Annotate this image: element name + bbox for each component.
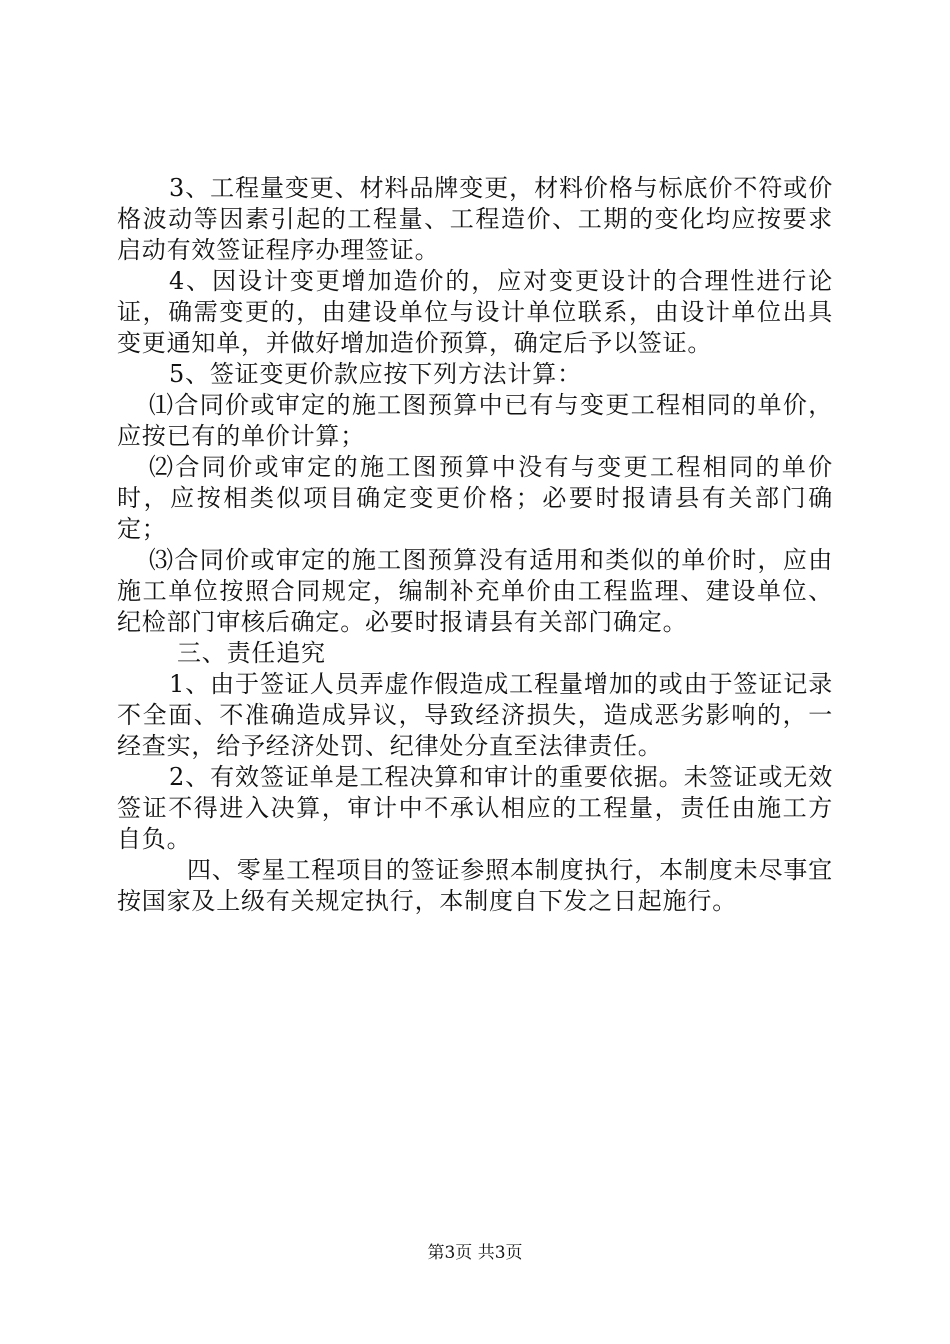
paragraph-accountability-1: 1、由于签证人员弄虚作假造成工程量增加的或由于签证记录不全面、不准确造成异议，导致经济损失，造成恶劣影响的，一经查实，给予经济处罚、纪律处分直至法律责任。 — [117, 670, 833, 760]
paragraph-item-3: 3、工程量变更、材料品牌变更，材料价格与标底价不符或价格波动等因素引起的工程量、工程造价、工期的变化均应按要求启动有效签证程序办理签证。 — [117, 174, 833, 264]
paragraph-accountability-2: 2、有效签证单是工程决算和审计的重要依据。未签证或无效签证不得进入决算，审计中不承认相应的工程量，责任由施工方自负。 — [117, 763, 833, 853]
page-number: 第3页 共3页 — [427, 1243, 523, 1263]
paragraph-subitem-3: ⑶合同价或审定的施工图预算没有适用和类似的单价时，应由施工单位按照合同规定，编制补充单价由工程监理、建设单位、纪检部门审核后确定。必要时报请县有关部门确定。 — [117, 546, 833, 636]
paragraph-item-4: 4、因设计变更增加造价的，应对变更设计的合理性进行论证，确需变更的，由建设单位与设计单位联系，由设计单位出具变更通知单，并做好增加造价预算，确定后予以签证。 — [117, 267, 833, 357]
paragraph-subitem-1: ⑴合同价或审定的施工图预算中已有与变更工程相同的单价，应按已有的单价计算； — [117, 391, 833, 450]
page-footer — [0, 1243, 950, 1263]
paragraph-subitem-2: ⑵合同价或审定的施工图预算中没有与变更工程相同的单价时，应按相类似项目确定变更价格；必要时报请县有关部门确定； — [117, 453, 833, 543]
paragraph-section-four: 四、零星工程项目的签证参照本制度执行，本制度未尽事宜按国家及上级有关规定执行，本制度自下发之日起施行。 — [117, 856, 833, 915]
section-heading-accountability: 三、责任追究 — [177, 639, 326, 667]
document-body — [117, 173, 833, 917]
paragraph-item-5: 5、签证变更价款应按下列方法计算： — [169, 360, 582, 388]
